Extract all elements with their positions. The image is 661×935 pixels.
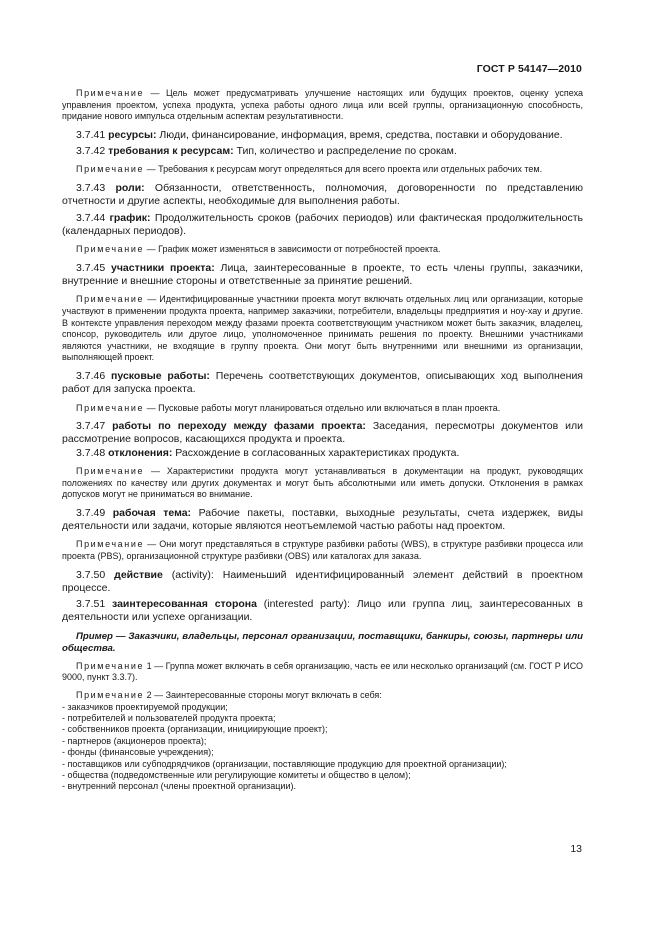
list-item: - поставщиков или субподрядчиков (организации, поставляющие продукцию для проектной организации);: [62, 758, 507, 769]
page-number: 13: [570, 843, 582, 855]
note: Примечание — Цель может предусматривать улучшение настоящих или будущих проектов, оценку успеха управления проектом, успеха продукта, успеха работы одного лица или всей группы, организационную способность, придание нового импульса отдельным аспектам результативности.: [62, 88, 583, 122]
term: заинтересованная сторона: [112, 598, 257, 611]
term: график:: [109, 211, 151, 224]
note-label: Примечание: [76, 294, 145, 305]
note-label: Примечание: [76, 660, 145, 671]
example: Пример — Заказчики, владельцы, персонал организации, поставщики, банкиры, союзы, партнеры или общества.: [62, 630, 583, 654]
note-label: Примечание: [76, 539, 145, 550]
definition-3-7-51: 3.7.51 заинтересованная сторона (interested party): Лицо или группа лиц, заинтересованных в деятельности или успехе организации.: [62, 598, 584, 624]
note: Примечание — Характеристики продукта могут устанавливаться в документации на продукт, руководящих положениях по качеству или других документах и могут быть абсолютными или иметь допуски. Отклонения в рамках допусков могут не приниматься во внимание.: [62, 465, 583, 500]
list-item: - заказчиков проектируемой продукции;: [62, 701, 228, 712]
definition-3-7-50: 3.7.50 действие (activity): Наименьший идентифицированный элемент действий в проектном процессе.: [62, 568, 583, 594]
term: действие: [114, 568, 163, 581]
note-label: Примечание: [76, 244, 145, 255]
note: Примечание — График может изменяться в зависимости от потребностей проекта.: [76, 244, 441, 255]
note: Примечание — Идентифицированные участники проекта могут включать отдельных лиц или организации, которые участвуют в применении продукта проекта, например заказчики, потребители, владельцы предприятия и ноу-хау и другие. В контексте управления переходом между фазами проекта соответствующим участником может быть заказчик, владелец, спонсор, руководитель или другое лицо, уполномоченное принимать решения по проекту. Внешними участниками являются участники, не входящие в группу проекта. Они могут быть внутренними или внешними из организации, выполняющей проект.: [62, 294, 583, 363]
note: Примечание 1 — Группа может включать в себя организацию, часть ее или несколько организаций (см. ГОСТ Р ИСО 9000, пункт 3.3.7).: [62, 660, 583, 683]
definition-3-7-42: 3.7.42 требования к ресурсам: Тип, количество и распределение по срокам.: [76, 145, 457, 158]
note: Примечание — Пусковые работы могут планироваться отдельно или включаться в план проекта.: [76, 402, 501, 413]
definition-3-7-41: 3.7.41 ресурсы: Люди, финансирование, информация, время, средства, поставки и оборудование.: [76, 128, 563, 141]
note: Примечание 2 — Заинтересованные стороны могут включать в себя:: [76, 689, 382, 700]
term: требования к ресурсам:: [108, 145, 234, 158]
note-label: Примечание: [76, 88, 145, 98]
definition-3-7-49: 3.7.49 рабочая тема: Рабочие пакеты, поставки, выходные результаты, счета издержек, виды деятельности или задачи, которые являются неотъемлемой частью работы над проектом.: [62, 506, 583, 533]
note-label: Примечание: [76, 164, 145, 175]
list-item: - собственников проекта (организации, инициирующие проект);: [62, 724, 328, 735]
list-item: - фонды (финансовые учреждения);: [62, 747, 214, 758]
term: рабочая тема:: [112, 506, 192, 519]
note: Примечание — Требования к ресурсам могут определяться для всего проекта или отдельных рабочих тем.: [76, 164, 543, 175]
term: роли:: [115, 181, 145, 194]
term: ресурсы:: [108, 128, 157, 141]
document-id: ГОСТ Р 54147—2010: [476, 63, 582, 75]
definition-3-7-43: 3.7.43 роли: Обязанности, ответственность, полномочия, договоренности по представлению отчетности и другие аспекты, необходимые для выполнения работы.: [62, 181, 583, 208]
list-item: - потребителей и пользователей продукта проекта;: [62, 712, 276, 723]
list-item: - общества (подведомственные или регулирующие комитеты и общество в целом);: [62, 769, 411, 780]
definition-3-7-44: 3.7.44 график: Продолжительность сроков (рабочих периодов) или фактическая продолжительность (календарных периодов).: [62, 211, 584, 237]
note-label: Примечание: [76, 402, 145, 413]
term: работы по переходу между фазами проекта:: [112, 420, 366, 433]
page-content: [62, 88, 583, 793]
term: участники проекта:: [110, 261, 215, 274]
list-item: - внутренний персонал (члены проектной организации).: [62, 781, 296, 792]
term: отклонения:: [108, 446, 173, 459]
note: Примечание — Они могут представляться в структуре разбивки работы (WBS), в структуре разбивки процесса или проекта (PBS), организационной структуре разбивки (OBS) или каталогах для заказа.: [62, 539, 583, 561]
definition-3-7-47: 3.7.47 работы по переходу между фазами проекта: Заседания, пересмотры документов или рассмотрение вопросов, касающихся продукта и проекта.: [62, 420, 583, 446]
term: пусковые работы:: [111, 369, 210, 382]
stakeholder-list: [62, 702, 583, 793]
definition-3-7-48: 3.7.48 отклонения: Расхождение в согласованных характеристиках продукта.: [76, 446, 460, 459]
note-label: Примечание: [76, 689, 145, 700]
list-item: - партнеров (акционеров проекта);: [62, 735, 207, 746]
note-label: Примечание: [76, 465, 145, 476]
definition-3-7-45: 3.7.45 участники проекта: Лица, заинтересованные в проекте, то есть члены группы, заказчики, внутренние и внешние стороны и ответственные за принятие решений.: [62, 261, 583, 288]
definition-3-7-46: 3.7.46 пусковые работы: Перечень соответствующих документов, описывающих ход выполнения работ для запуска проекта.: [62, 369, 583, 396]
